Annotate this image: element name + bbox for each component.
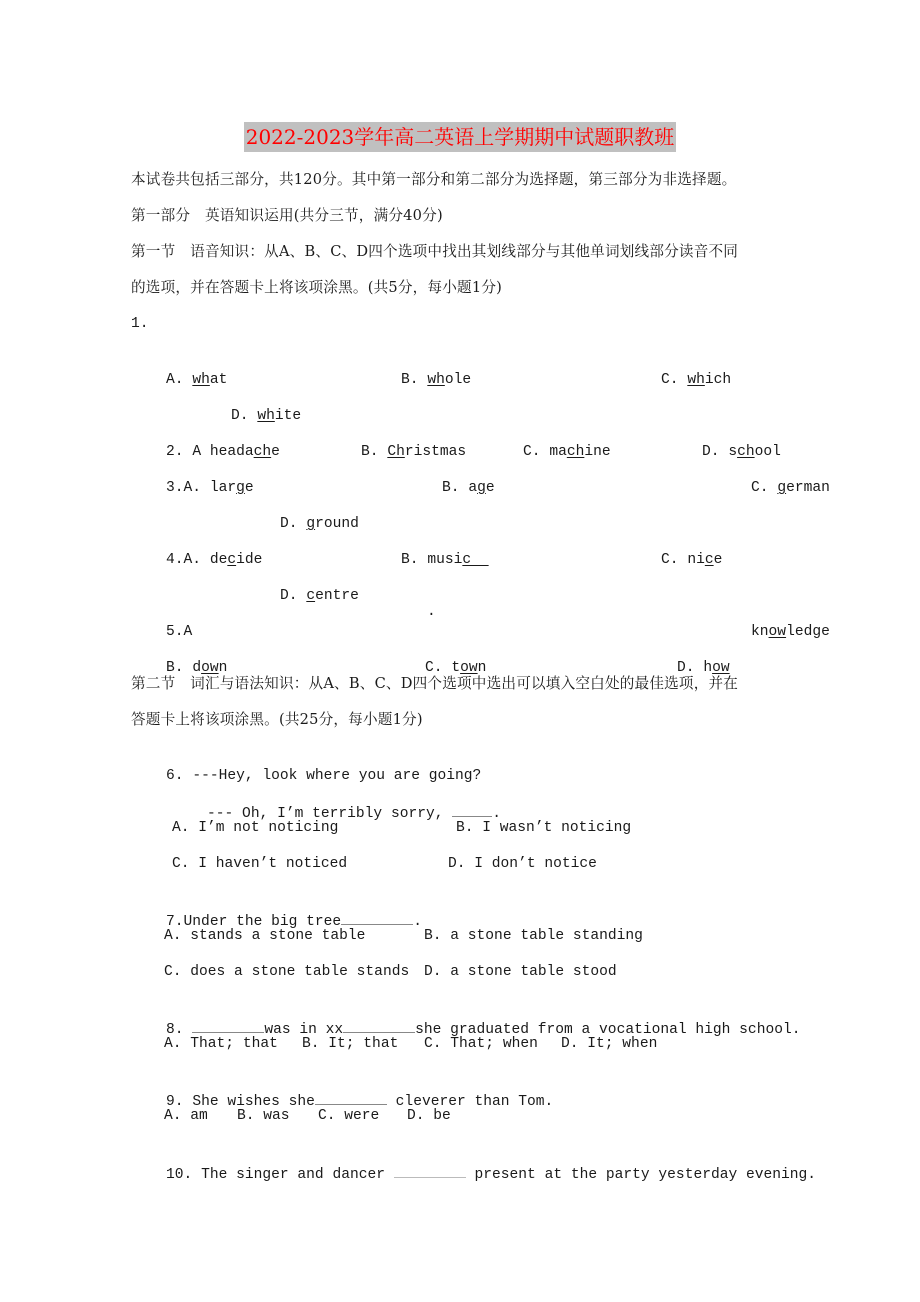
- intro-text: 本试卷共包括三部分，共120分。其中第一部分和第二部分为选择题，第三部分为非选择题。: [131, 171, 737, 188]
- q2-option-a: [131, 422, 280, 460]
- q8-option-b: B. It; that: [302, 1036, 399, 1052]
- option-rest: ristmas: [404, 444, 467, 460]
- option-label: A: [183, 624, 193, 640]
- q6-option-b: B. I wasn’t noticing: [456, 820, 632, 836]
- answer-blank: [394, 1163, 466, 1178]
- q1-option-a: [131, 350, 228, 388]
- q1-option-c: [626, 350, 732, 388]
- q3-option-a: [131, 458, 254, 496]
- underlined-part: g: [777, 480, 787, 496]
- answer-blank-2: [343, 1018, 415, 1033]
- q5-dot: .: [427, 604, 436, 620]
- option-pre: lar: [209, 480, 237, 496]
- option-pre: s: [728, 444, 738, 460]
- option-pre: a: [468, 480, 478, 496]
- part1-heading: 第一部分 英语知识运用(共分三节，满分40分): [131, 207, 443, 224]
- q2-option-b: [326, 422, 467, 460]
- option-label: B.: [166, 660, 193, 676]
- stem-text: --- Oh, I’m terribly sorry,: [207, 806, 453, 822]
- underlined-part: g: [306, 516, 316, 532]
- option-label: C.: [661, 552, 688, 568]
- underlined-part: c: [306, 588, 316, 604]
- q3-option-b: [407, 458, 495, 496]
- underlined-part: g: [236, 480, 245, 496]
- stem-text: cleverer than Tom.: [386, 1094, 554, 1110]
- stem-text: she graduated from a vocational high school.: [415, 1022, 801, 1038]
- q5-option-a: [131, 602, 193, 640]
- question-number: 10.: [166, 1167, 193, 1183]
- question-number: 7.: [166, 914, 184, 930]
- option-pre: ni: [687, 552, 705, 568]
- question-stem: ---Hey, look where you are going?: [192, 768, 482, 784]
- q9-option-a: A. am: [164, 1108, 208, 1124]
- q2-option-c: [488, 422, 611, 460]
- option-label: D.: [231, 408, 258, 424]
- q10-stem: [131, 1143, 817, 1183]
- q6-stem-reply: [172, 782, 502, 822]
- question-number: 3.: [166, 480, 184, 496]
- option-rest: at: [209, 372, 228, 388]
- option-rest: ool: [754, 444, 781, 460]
- underlined-part: c: [462, 552, 489, 568]
- option-pre: kn: [751, 624, 769, 640]
- option-rest: e: [244, 480, 254, 496]
- q7-option-a: A. stands a stone table: [164, 928, 366, 944]
- q4-option-b: [366, 530, 489, 568]
- q3-option-c: [716, 458, 830, 496]
- stem-text: present at the party yesterday evening.: [465, 1167, 817, 1183]
- q7-option-b: B. a stone table standing: [424, 928, 643, 944]
- stem-text: Under the big tree: [183, 914, 342, 930]
- option-pre: h: [703, 660, 713, 676]
- q9-option-d: D. be: [407, 1108, 451, 1124]
- underlined-part: g: [477, 480, 486, 496]
- q9-stem: [131, 1070, 554, 1110]
- option-pre: d: [192, 660, 202, 676]
- q5-option-c: [390, 638, 487, 676]
- q1-option-b: [366, 350, 472, 388]
- q9-option-b: B. was: [237, 1108, 290, 1124]
- q8-option-c: C. That; when: [424, 1036, 538, 1052]
- option-label: C.: [751, 480, 778, 496]
- question-1-number: 1.: [131, 316, 149, 332]
- q6-stem: [131, 746, 482, 784]
- underlined-part: c: [227, 552, 237, 568]
- q4-option-d: [245, 566, 359, 604]
- underlined-part: ow: [460, 660, 478, 676]
- stem-text: She wishes she: [192, 1094, 315, 1110]
- q8-option-a: A. That; that: [164, 1036, 278, 1052]
- q6-option-c: C. I haven’t noticed: [172, 856, 348, 872]
- q5-option-d: [642, 638, 730, 676]
- page-title: 2022-2023学年高二英语上学期期中试题职教班: [244, 122, 677, 152]
- underlined-part: wh: [687, 372, 705, 388]
- option-label: D.: [677, 660, 704, 676]
- option-label: D.: [280, 516, 307, 532]
- option-rest: ide: [236, 552, 263, 568]
- option-label: D.: [280, 588, 307, 604]
- option-label: A.: [183, 480, 210, 496]
- answer-blank: [452, 802, 492, 817]
- q5-option-a-word: [716, 602, 830, 640]
- q7-option-c: C. does a stone table stands: [164, 964, 410, 980]
- option-rest: e: [485, 480, 495, 496]
- q3-option-d: [245, 494, 359, 532]
- question-number: 5.: [166, 624, 184, 640]
- q8-option-d: D. It; when: [561, 1036, 658, 1052]
- q2-option-d: [667, 422, 781, 460]
- option-pre: musi: [427, 552, 463, 568]
- option-pre: de: [209, 552, 228, 568]
- option-pre: t: [451, 660, 461, 676]
- answer-blank-1: [192, 1018, 264, 1033]
- underlined-part: ow: [768, 624, 787, 640]
- option-rest: ole: [444, 372, 472, 388]
- option-rest: round: [315, 516, 359, 532]
- section2-instructions-line1: 第二节 词汇与语法知识：从A、B、C、D四个选项中选出可以填入空白处的最佳选项，并在: [131, 675, 739, 692]
- option-rest: ich: [704, 372, 732, 388]
- option-rest: n: [218, 660, 228, 676]
- q4-option-a: [131, 530, 263, 568]
- underlined-part: wh: [427, 372, 445, 388]
- q1-option-d: [196, 386, 302, 424]
- option-pre: heada: [209, 444, 254, 460]
- underlined-part: wh: [192, 372, 210, 388]
- title-wrap: [0, 122, 920, 152]
- option-label: C.: [523, 444, 550, 460]
- question-number: 9.: [166, 1094, 184, 1110]
- stem-text: .: [413, 914, 422, 930]
- underlined-part: Ch: [387, 444, 405, 460]
- q7-stem: [131, 890, 422, 930]
- option-rest: e: [713, 552, 723, 568]
- option-label: C.: [661, 372, 688, 388]
- option-rest: n: [477, 660, 487, 676]
- option-label: A.: [183, 552, 210, 568]
- question-number: 6.: [166, 768, 184, 784]
- option-label: A: [192, 444, 210, 460]
- question-number: 2.: [166, 444, 184, 460]
- q6-option-a: A. I’m not noticing: [172, 820, 339, 836]
- answer-blank: [341, 910, 413, 925]
- underlined-part: ow: [712, 660, 730, 676]
- stem-text: .: [492, 806, 502, 822]
- q6-option-d: D. I don’t notice: [448, 856, 597, 872]
- option-label: B.: [442, 480, 469, 496]
- option-rest: ite: [274, 408, 302, 424]
- underlined-part: ch: [566, 444, 585, 460]
- q9-option-c: C. were: [318, 1108, 380, 1124]
- option-rest: ledge: [786, 624, 830, 640]
- underlined-part: ch: [737, 444, 755, 460]
- question-number: 4.: [166, 552, 184, 568]
- option-rest: entre: [315, 588, 359, 604]
- q7-option-d: D. a stone table stood: [424, 964, 617, 980]
- section1-instructions-line2: 的选项，并在答题卡上将该项涂黑。(共5分，每小题1分): [131, 279, 503, 296]
- q4-option-c: [626, 530, 723, 568]
- option-rest: e: [271, 444, 280, 460]
- underlined-part: c: [704, 552, 714, 568]
- question-number: 8.: [166, 1022, 184, 1038]
- answer-blank: [315, 1090, 387, 1105]
- option-label: C.: [425, 660, 452, 676]
- option-label: D.: [702, 444, 729, 460]
- q5-option-b: [131, 638, 228, 676]
- stem-text: was in xx: [264, 1022, 344, 1038]
- q8-stem: [131, 998, 801, 1038]
- underlined-part: ow: [201, 660, 219, 676]
- option-rest: erman: [786, 480, 830, 496]
- option-label: B.: [401, 552, 428, 568]
- option-label: B.: [361, 444, 388, 460]
- option-label: A.: [166, 372, 193, 388]
- stem-text: The singer and dancer: [201, 1167, 394, 1183]
- section2-instructions-line2: 答题卡上将该项涂黑。(共25分，每小题1分): [131, 711, 423, 728]
- option-pre: ma: [549, 444, 567, 460]
- underlined-part: wh: [257, 408, 275, 424]
- section1-instructions-line1: 第一节 语音知识：从A、B、C、D四个选项中找出其划线部分与其他单词划线部分读音不同: [131, 243, 739, 260]
- underlined-part: ch: [253, 444, 272, 460]
- option-label: B.: [401, 372, 428, 388]
- option-rest: ine: [584, 444, 611, 460]
